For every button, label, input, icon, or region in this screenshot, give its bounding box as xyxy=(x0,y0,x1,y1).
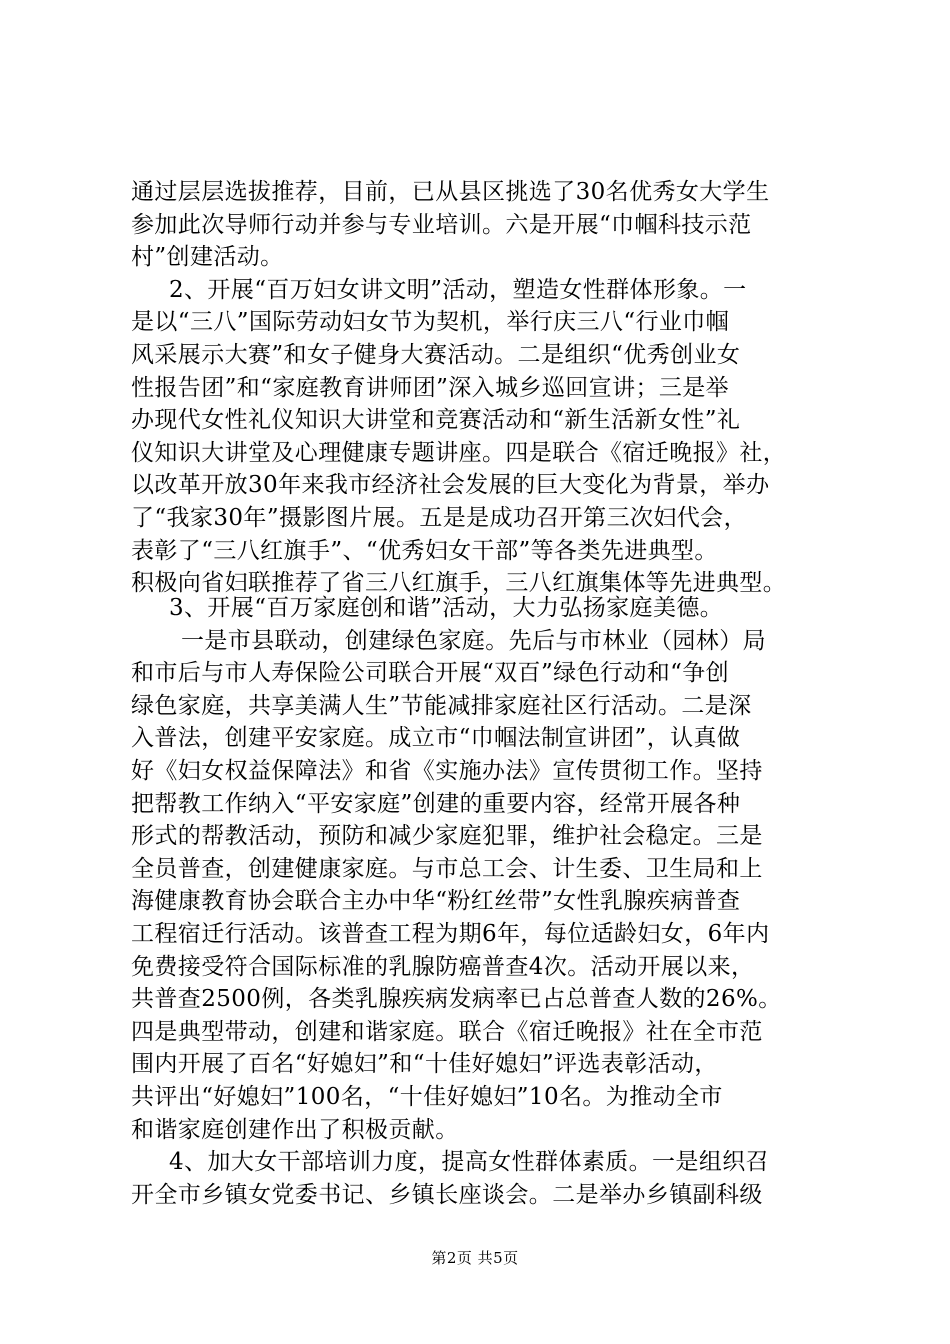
text-line: 仪知识大讲堂及心理健康专题讲座。四是联合《宿迁晚报》社， xyxy=(131,439,787,466)
text-line: 和谐家庭创建作出了积极贡献。 xyxy=(131,1116,459,1143)
paragraph-heading-3: 3、开展“百万家庭创和谐”活动，大力弘扬家庭美德。 xyxy=(169,595,724,621)
page-number-footer: 第2页 共5页 xyxy=(431,1249,519,1267)
paragraph-heading-2: 2、开展“百万妇女讲文明”活动，塑造女性群体形象。一 xyxy=(169,276,747,303)
text-line: 积极向省妇联推荐了省三八红旗手，三八红旗集体等先进典型。 xyxy=(131,570,787,597)
text-line: 共普查2500例，各类乳腺疾病发病率已占总普查人数的26%。 xyxy=(131,986,782,1013)
text-block-bottom xyxy=(131,592,831,1211)
text-line: 和市后与市人寿保险公司联合开展“双百”绿色行动和“争创 xyxy=(131,660,730,687)
text-line: 好《妇女权益保障法》和省《实施办法》宣传贯彻工作。坚持 xyxy=(131,757,763,784)
text-line: 了“我家30年”摄影图片展。五是是成功召开第三次妇代会， xyxy=(131,504,747,531)
text-line: 海健康教育协会联合主办中华“粉红丝带”女性乳腺疾病普查 xyxy=(131,888,741,915)
text-line: 全员普查，创建健康家庭。与市总工会、计生委、卫生局和上 xyxy=(131,855,763,882)
text-line: 通过层层选拔推荐，目前，已从县区挑选了30名优秀女大学生 xyxy=(131,179,770,205)
paragraph-heading-4: 4、加大女干部培训力度，提高女性群体素质。一是组织召 xyxy=(169,1149,770,1176)
text-line: 四是典型带动，创建和谐家庭。联合《宿迁晚报》社在全市范 xyxy=(131,1018,763,1045)
text-line: 把帮教工作纳入“平安家庭”创建的重要内容，经常开展各种 xyxy=(131,790,741,817)
text-line: 围内开展了百名“好媳妇”和“十佳好媳妇”评选表彰活动， xyxy=(131,1051,718,1078)
text-line: 开全市乡镇女党委书记、乡镇长座谈会。二是举办乡镇副科级 xyxy=(131,1181,763,1208)
text-line: 是以“三八”国际劳动妇女节为契机，举行庆三八“行业巾帼 xyxy=(131,309,730,336)
text-line: 村”创建活动。 xyxy=(131,244,284,271)
text-line: 形式的帮教活动，预防和减少家庭犯罪，维护社会稳定。三是 xyxy=(131,823,763,850)
text-line: 风采展示大赛”和女子健身大赛活动。二是组织“优秀创业女 xyxy=(131,341,741,368)
text-line: 工程宿迁行活动。该普查工程为期6年，每位适龄妇女，6年内 xyxy=(131,920,770,947)
text-line: 免费接受符合国际标准的乳腺防癌普查4次。活动开展以来， xyxy=(131,953,755,980)
text-line: 一是市县联动，创建绿色家庭。先后与市林业（园林）局 xyxy=(181,627,766,654)
text-line: 绿色家庭，共享美满人生”节能减排家庭社区行活动。二是深 xyxy=(131,692,752,719)
text-line: 参加此次导师行动并参与专业培训。六是开展“巾帼科技示范 xyxy=(131,211,752,238)
text-line: 办现代女性礼仪知识大讲堂和竞赛活动和“新生活新女性”礼 xyxy=(131,407,741,434)
text-line: 入普法，创建平安家庭。成立市“巾帼法制宣讲团”，认真做 xyxy=(131,725,741,752)
text-line: 共评出“好媳妇”100名，“十佳好媳妇”10名。为推动全市 xyxy=(131,1083,723,1110)
text-line: 以改革开放30年来我市经济社会发展的巨大变化为背景，举办 xyxy=(131,472,770,499)
text-line: 性报告团”和“家庭教育讲师团”深入城乡巡回宣讲；三是举 xyxy=(131,374,730,401)
text-block-top xyxy=(131,176,831,600)
text-line: 表彰了“三八红旗手”、“优秀妇女干部”等各类先进典型。 xyxy=(131,537,718,564)
